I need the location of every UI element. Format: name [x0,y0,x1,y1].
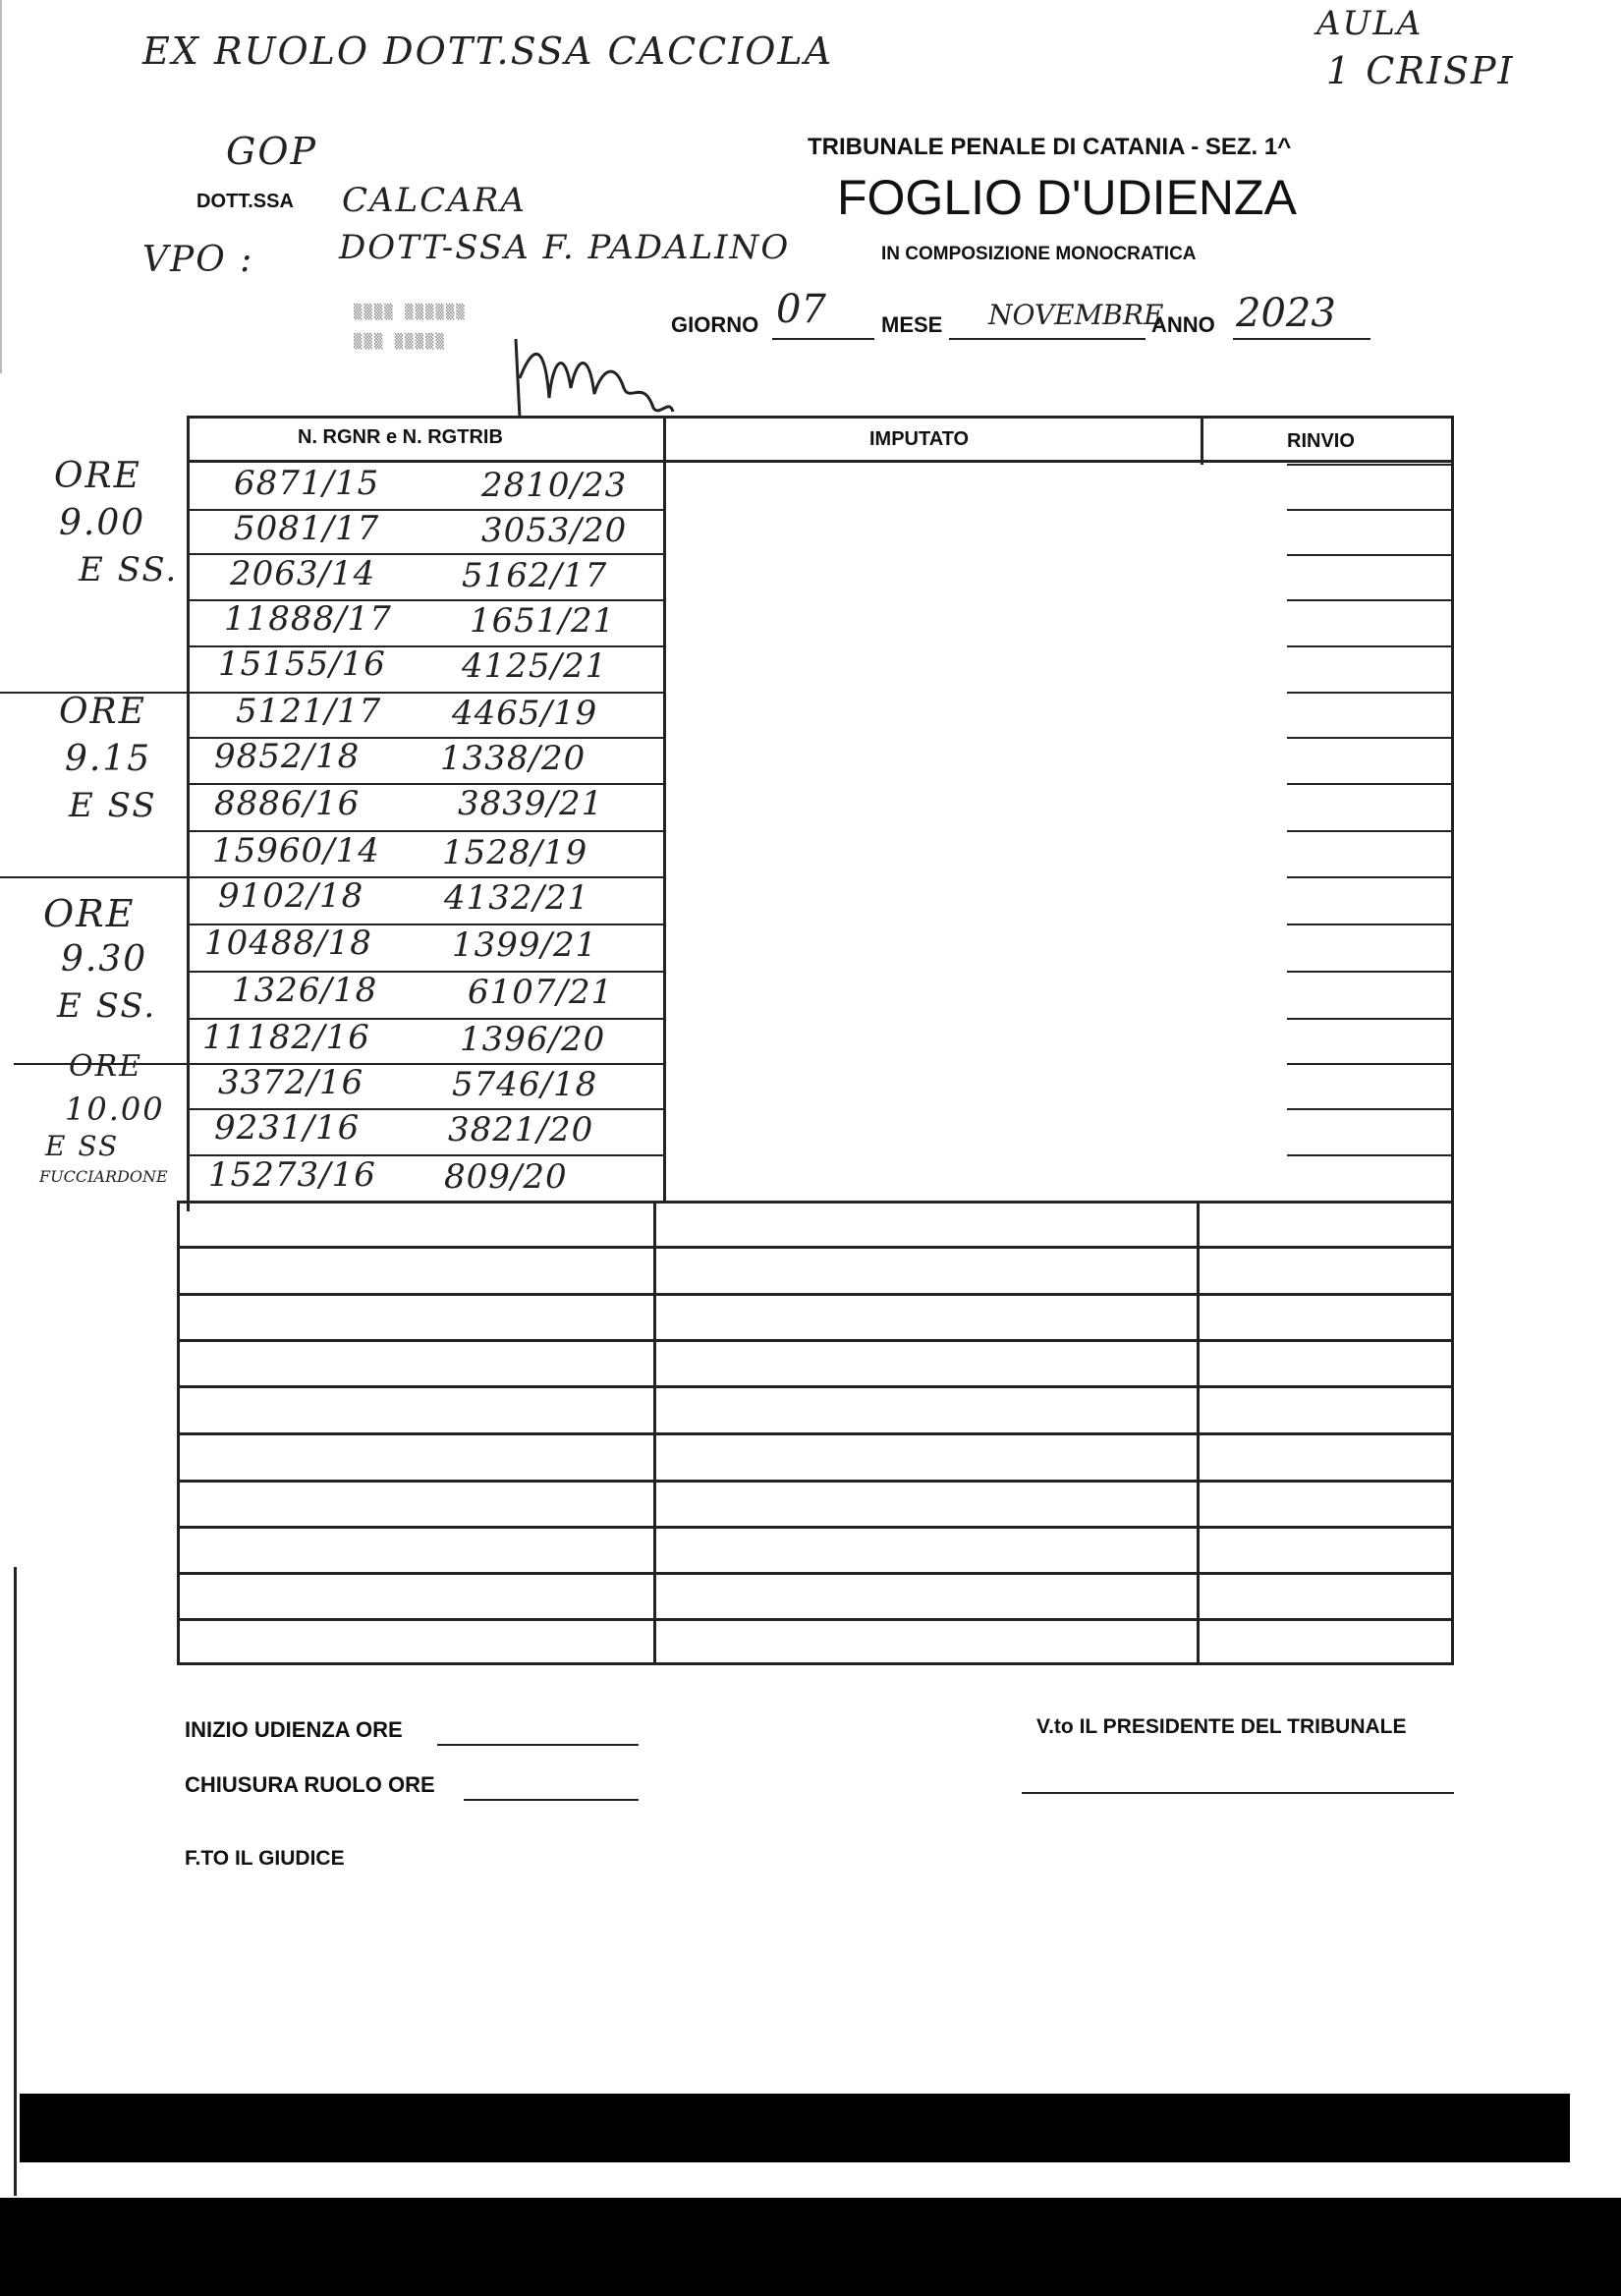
rgtrib-cell: 1399/21 [452,925,598,965]
empty-row-line [177,1293,1454,1296]
rgnr-cell: 5121/17 [236,692,382,731]
chiusura-ruolo-label: CHIUSURA RUOLO ORE [185,1772,435,1797]
handwritten-giudice-name: CALCARA [342,181,527,220]
rinvio-line [1287,464,1451,466]
rgtrib-cell: 809/20 [444,1157,568,1197]
dottssa-label: DOTT.SSA [196,191,294,212]
col-header-rinvio: RINVIO [1287,430,1355,452]
inizio-udienza-label: INIZIO UDIENZA ORE [185,1717,403,1742]
rgnr-cell: 1326/18 [232,971,378,1010]
handwritten-ex-ruolo: EX RUOLO DOTT.SSA CACCIOLA [142,29,834,73]
rinvio-line [1287,645,1451,647]
rgnr-cell: 9852/18 [214,737,361,776]
table-bottom-border [177,1662,1454,1665]
scan-edge-left-lower [14,1567,17,2196]
mese-label: MESE [881,312,943,337]
empty-row-line [177,1618,1454,1621]
time-group-time: 9.15 [65,739,152,779]
scan-black-bar [20,2094,1570,2162]
rgnr-cell: 15155/16 [218,644,386,684]
anno-value: 2023 [1236,291,1336,336]
table-top-border [187,416,1454,419]
anno-underline [1233,338,1370,340]
fto-giudice-label: F.TO IL GIUDICE [185,1847,345,1870]
empty-row-line [177,1246,1454,1249]
signature [506,319,683,427]
time-group-ess: E SS [45,1130,120,1162]
rgnr-cell: 3372/16 [218,1063,364,1102]
handwritten-vpo-label: VPO : [142,240,254,280]
time-group-ore: ORE [43,892,136,935]
table-right-border [1451,416,1454,1665]
rinvio-line [1287,924,1451,925]
empty-row-line [177,1526,1454,1529]
rgtrib-cell: 3821/20 [448,1110,594,1149]
empty-row-line [177,1339,1454,1342]
rgnr-cell: 11182/16 [202,1018,370,1057]
scan-edge-left [0,0,2,373]
rgnr-cell: 8886/16 [214,784,361,823]
col-header-rgnr: N. RGNR e N. RGTRIB [298,426,503,448]
rgnr-cell: 6871/15 [234,464,380,503]
presidente-label: V.to IL PRESIDENTE DEL TRIBUNALE [1036,1715,1407,1738]
time-group-ess: E SS. [79,550,179,589]
rinvio-line [1287,783,1451,785]
mese-underline [949,338,1146,340]
scan-black-bar-bottom [0,2198,1621,2296]
page-title: FOGLIO D'UDIENZA [837,170,1297,225]
chiusura-ruolo-underline [464,1799,639,1801]
stamp-mark: ▒▒▒▒ ▒▒▒▒▒▒ [354,305,467,320]
rgnr-cell: 10488/18 [204,924,372,963]
rgnr-cell: 11888/17 [224,599,392,639]
rgtrib-cell: 1651/21 [470,601,616,641]
rgnr-cell: 15960/14 [212,831,380,870]
time-group-ore: ORE [54,456,141,496]
rinvio-line [1287,876,1451,878]
presidente-signature-line [1022,1792,1454,1794]
anno-label: ANNO [1151,312,1215,337]
time-group-time: 9.00 [59,503,146,543]
time-group-time: 10.00 [65,1091,165,1128]
empty-row-line [177,1385,1454,1388]
rgtrib-cell: 5746/18 [452,1065,598,1104]
rgtrib-cell: 4125/21 [462,646,608,686]
inizio-udienza-underline [437,1744,639,1746]
giorno-value: 07 [776,287,826,332]
giorno-underline [772,338,874,340]
time-group-ess: E SS. [57,986,157,1026]
rgtrib-cell: 1396/20 [460,1020,606,1059]
table-col-divider-2 [1201,416,1203,465]
rgnr-cell: 9231/16 [214,1108,361,1148]
handwritten-vpo-name: DOTT-SSA F. PADALINO [339,228,791,267]
time-group-time: 9.30 [61,939,148,980]
handwritten-aula: AULA [1316,4,1424,43]
table-col-divider-1 [663,416,666,1202]
rinvio-line [1287,554,1451,556]
time-group-ore: ORE [59,692,146,732]
empty-row-line [177,1572,1454,1575]
rinvio-line [1287,509,1451,511]
rgtrib-cell: 3053/20 [481,511,628,550]
handwritten-aula-crispi: 1 CRISPI [1326,49,1515,92]
rinvio-line [1287,1154,1451,1156]
tribunal-name: TRIBUNALE PENALE DI CATANIA - SEZ. 1^ [808,134,1292,160]
mese-value: NOVEMBRE [988,299,1164,331]
rinvio-line [1287,971,1451,973]
page-subtitle: IN COMPOSIZIONE MONOCRATICA [881,244,1197,264]
rgtrib-cell: 1528/19 [442,833,588,872]
time-group-ore: ORE [69,1049,143,1084]
table-header-bottom [187,460,1454,463]
rinvio-line [1287,1018,1451,1020]
rgnr-cell: 15273/16 [208,1155,376,1195]
rinvio-line [1287,830,1451,832]
rgtrib-cell: 4132/21 [444,878,590,918]
giorno-label: GIORNO [671,312,759,337]
rgtrib-cell: 1338/20 [440,739,587,778]
stamp-mark-2: ▒▒▒ ▒▒▒▒▒ [354,334,446,350]
rgtrib-cell: 4465/19 [452,694,598,733]
rinvio-line [1287,737,1451,739]
rgnr-cell: 5081/17 [234,509,380,548]
rgnr-cell: 9102/18 [218,876,364,916]
rinvio-line [1287,1063,1451,1065]
side-note: FUCCIARDONE [39,1167,168,1186]
rinvio-line [1287,599,1451,601]
handwritten-gop: GOP [226,130,318,173]
rinvio-line [1287,1108,1451,1110]
empty-row-line [177,1480,1454,1483]
rgtrib-cell: 2810/23 [481,466,628,505]
empty-row-line [177,1201,1454,1204]
col-header-imputato: IMPUTATO [869,428,970,450]
rinvio-line [1287,692,1451,694]
rgnr-cell: 2063/14 [230,554,376,593]
empty-row-line [177,1432,1454,1435]
table-left-border [187,416,190,1211]
time-group-ess: E SS [69,786,157,825]
rgtrib-cell: 6107/21 [468,973,614,1012]
rgtrib-cell: 5162/17 [462,556,608,595]
rgtrib-cell: 3839/21 [458,784,604,823]
